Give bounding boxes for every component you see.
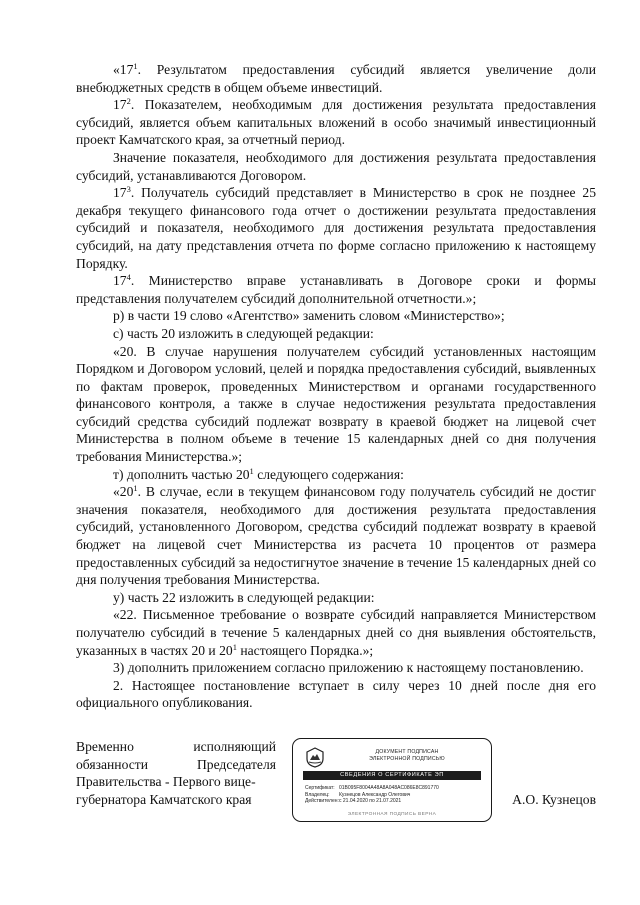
document-body: [76, 61, 596, 712]
signer-position-line3: Правительства - Первого вице-: [76, 774, 256, 790]
signer-position-line4: губернатора Камчатского края: [76, 791, 252, 807]
paragraph-p172: [76, 96, 596, 149]
paragraph-p173: [76, 184, 596, 272]
superscript: 1: [133, 61, 138, 71]
electronic-signature-stamp: [292, 738, 492, 822]
superscript: 1: [249, 465, 254, 476]
owner-value: Кузнецов Александр Олегович: [339, 791, 411, 798]
paragraph-p172b: [76, 149, 596, 184]
paragraph-text: «22. Письменное требование о возврате субсидий направляется Министерством получателю субсидий в течение 5 календарных дней со дня выявления обстоятельств, указанных в частях 20 и 20: [76, 607, 596, 658]
paragraph-p201: [76, 483, 596, 589]
paragraph-text: . Результатом предоставления субсидий является увеличение доли внебюджетных средств в общем объеме инвестиций.: [76, 62, 596, 95]
stamp-header-line1: ДОКУМЕНТ ПОДПИСАН: [375, 749, 439, 755]
paragraph-text: «17: [113, 62, 134, 77]
superscript: 2: [126, 96, 131, 107]
stamp-details: [305, 785, 485, 805]
paragraph-p2: [76, 677, 596, 712]
stamp-header: [329, 749, 485, 763]
signer-position-line1b: исполняющий: [193, 739, 276, 754]
stamp-header-line2: ЭЛЕКТРОННОЙ ПОДПИСЬЮ: [369, 756, 445, 762]
paragraph-text: р) в части 19 слово «Агентство» заменить словом «Министерство»;: [113, 308, 505, 324]
paragraph-text: настоящего Порядка.»;: [236, 642, 374, 658]
paragraph-p22: [76, 606, 596, 659]
paragraph-ps: [76, 325, 596, 343]
paragraph-p174: [76, 272, 596, 307]
paragraph-text: . Получатель субсидий представляет в Министерство в срок не позднее 25 декабря текущего финансового года отчет о достижении результата предоставления субсидий и показателя, необходимого для достижения результата предоставления субсидий, на дату представления отчета по форме согласно приложению к настоящему Порядку.: [76, 185, 596, 271]
paragraph-p171: [76, 61, 596, 96]
paragraph-text: 17: [113, 97, 127, 113]
stamp-footer: ЭЛЕКТРОННАЯ ПОДПИСЬ ВЕРНА: [347, 812, 437, 817]
paragraph-text: 3) дополнить приложением согласно приложению к настоящему постановлению.: [113, 660, 584, 676]
signer-position-line1a: Временно: [76, 739, 134, 754]
stamp-bar: СВЕДЕНИЯ О СЕРТИФИКАТЕ ЭП: [303, 771, 481, 780]
signer-name: А.О. Кузнецов: [512, 792, 596, 807]
paragraph-p3: [76, 659, 596, 677]
valid-label: Действителен:: [305, 798, 339, 805]
paragraph-text: Значение показателя, необходимого для достижения результата предоставления субсидий, устанавливаются Договором.: [76, 149, 596, 183]
owner-label: Владелец:: [305, 791, 330, 798]
superscript: 1: [232, 641, 237, 652]
signer-position: [76, 738, 276, 808]
paragraph-p20: [76, 343, 596, 466]
paragraph-text: 2. Настоящее постановление вступает в силу через 10 дней после дня его официального опубликования.: [76, 677, 596, 711]
cert-label: Сертификат:: [305, 785, 335, 791]
superscript: 4: [126, 272, 131, 283]
paragraph-text: 17: [113, 273, 127, 289]
superscript: 1: [133, 483, 138, 494]
paragraph-pr: [76, 307, 596, 325]
paragraph-text: . В случае, если в текущем финансовом году получатель субсидий не достиг значения показателя, необходимого для достижения результата предоставления субсидий, установленного Договором, средства субсидий подлежат возврату в краевой бюджет на лицевой счет Министерства из расчета 10 процентов от размера предоставленных субсидий за недостигнутое значение в течение 15 календарных дней со дня получения требования Министерства.: [76, 484, 596, 588]
paragraph-text: «20: [113, 484, 134, 500]
paragraph-text: у) часть 22 изложить в следующей редакции:: [113, 589, 375, 605]
paragraph-text: следующего содержания:: [253, 466, 404, 482]
signer-position-line2a: обязанности: [76, 756, 148, 772]
paragraph-text: с) часть 20 изложить в следующей редакции:: [113, 325, 374, 341]
paragraph-text: . Показателем, необходимым для достижения результата предоставления субсидий, является объем капитальных вложений в особо значимый инвестиционный проект Камчатского края, за отчетный период.: [76, 97, 596, 148]
coat-of-arms-icon: [305, 746, 325, 768]
paragraph-pu: [76, 589, 596, 607]
cert-value: 01B095F8004A48A8A048AC086E8C891770: [339, 785, 439, 791]
paragraph-text: 17: [113, 185, 127, 201]
superscript: 3: [126, 184, 131, 195]
paragraph-text: т) дополнить частью 20: [113, 466, 250, 482]
paragraph-text: «20. В случае нарушения получателем субсидий установленных настоящим Порядком и Договором условий, целей и порядка предоставления субсидий, выявленных по фактам проверок, проведенных Министерством и органами государственного финансового контроля, а также в случае недостижения результата предоставления субсидий средства субсидий подлежат возврату в краевой бюджет на лицевой счет Министерства в полном объеме в течение 15 календарных дней со дня получения требования Министерства.»;: [76, 343, 596, 465]
valid-value: с 21.04.2020 по 21.07.2021: [339, 798, 402, 805]
paragraph-pt: [76, 466, 596, 484]
paragraph-text: . Министерство вправе устанавливать в Договоре сроки и формы представления получателем субсидий дополнительной отчетности.»;: [76, 273, 596, 306]
signer-position-line2b: Председателя: [196, 756, 276, 772]
